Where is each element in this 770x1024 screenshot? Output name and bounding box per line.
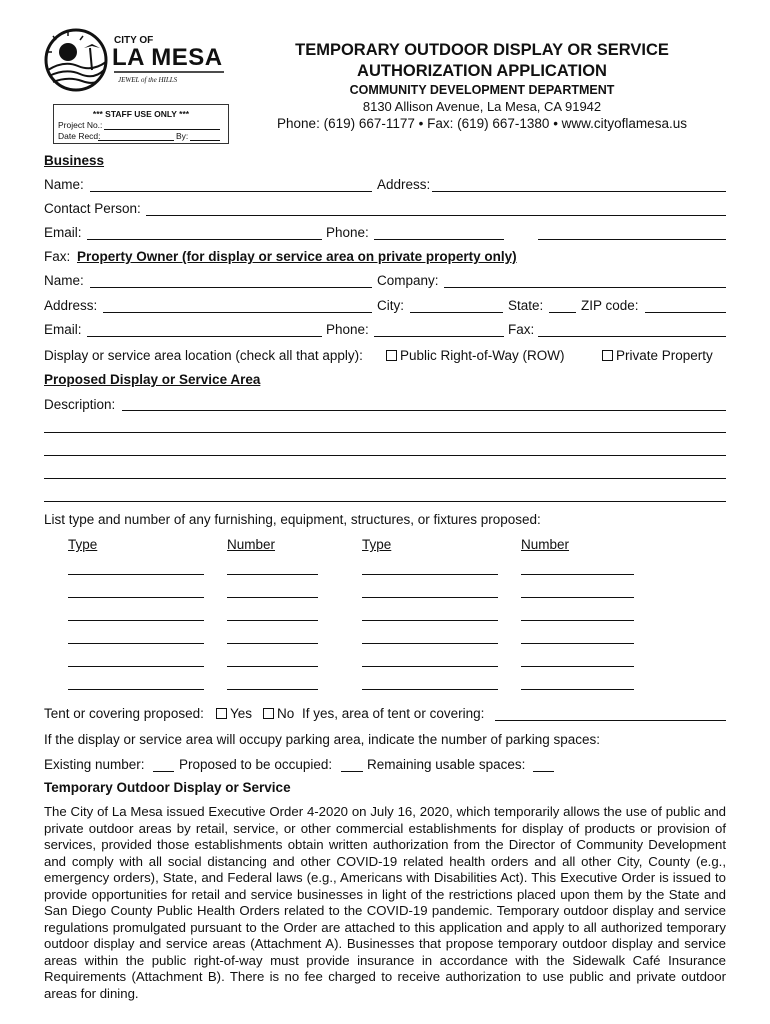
business-address-label: Address: [377,177,431,192]
type-field[interactable] [68,689,204,690]
row-checkbox[interactable] [386,350,397,361]
type-field[interactable] [362,574,498,575]
by-field[interactable] [190,140,220,141]
owner-state-label: State: [508,298,544,313]
business-phone-label: Phone: [326,225,369,240]
tent-prompt: Tent or covering proposed: [44,706,204,721]
number-field[interactable] [227,689,318,690]
owner-fax-label: Fax: [508,322,535,337]
type-field[interactable] [362,643,498,644]
description-line[interactable] [122,410,726,411]
type-field[interactable] [68,597,204,598]
parking-prompt: If the display or service area will occupy parking area, indicate the number of parking spaces: [44,732,601,747]
location-prompt: Display or service area location (check all that apply): [44,348,363,363]
owner-name-label: Name: [44,273,84,288]
owner-address-label: Address: [44,298,98,313]
type-field[interactable] [68,666,204,667]
business-fax-field[interactable] [538,239,726,240]
owner-company-field[interactable] [444,287,726,288]
owner-company-label: Company: [377,273,439,288]
owner-zip-field[interactable] [645,312,726,313]
page-title-line1: TEMPORARY OUTDOOR DISPLAY OR SERVICE [295,41,669,59]
project-number-field[interactable] [104,129,220,130]
number-field[interactable] [521,574,634,575]
private-option-label: Private Property [616,348,713,363]
number-field[interactable] [521,689,634,690]
owner-email-field[interactable] [87,336,322,337]
business-name-label: Name: [44,177,84,192]
remaining-spaces-field[interactable] [533,771,554,772]
type-column-header: Type [68,537,98,552]
logo-name: LA MESA [112,44,223,71]
private-property-checkbox[interactable] [602,350,613,361]
number-field[interactable] [227,574,318,575]
department-address: 8130 Allison Avenue, La Mesa, CA 91942 [362,99,602,114]
owner-state-field[interactable] [549,312,576,313]
by-label: By: [176,131,189,141]
business-email-label: Email: [44,225,82,240]
owner-city-label: City: [377,298,404,313]
staff-use-box [53,104,229,144]
number-field[interactable] [227,597,318,598]
tent-area-prompt: If yes, area of tent or covering: [302,706,485,721]
owner-phone-label: Phone: [326,322,369,337]
existing-spaces-label: Existing number: [44,757,145,772]
description-line[interactable] [44,501,726,502]
type-field[interactable] [68,620,204,621]
tent-area-field[interactable] [495,720,726,721]
description-line[interactable] [44,455,726,456]
business-phone-field[interactable] [374,239,504,240]
type-field[interactable] [362,620,498,621]
tent-yes-checkbox[interactable] [216,708,227,719]
type-field[interactable] [68,574,204,575]
tent-yes-label: Yes [230,706,253,721]
number-column-header: Number [227,537,276,552]
owner-name-field[interactable] [90,287,372,288]
private-checkbox-option[interactable] [602,348,713,363]
logo-tagline: JEWEL of the HILLS [118,76,178,84]
number-field[interactable] [521,597,634,598]
owner-email-label: Email: [44,322,82,337]
type-field[interactable] [68,643,204,644]
contact-person-label: Contact Person: [44,201,141,216]
type-field[interactable] [362,666,498,667]
executive-order-paragraph: The City of La Mesa issued Executive Order 4-2020 on July 16, 2020, which temporarily allows the use of public and private outdoor areas by retail, service, or other commercial establishments for display of products or provision of services, provided those establishments obtain written authorization from the Director of Community Development and comply with all social distancing and other COVID-19 related health orders and all other City, County (e.g., emergency orders), State, and Federal laws (e.g., Americans with Disabilities Act). This Executive Order is issued to provide opportunities for retail and service businesses in light of the restrictions placed upon them by the State and San Diego County Public Health Orders related to the COVID-19 pandemic. Temporary outdoor display and service regulations promulgated pursuant to the Order are attached to this application and apply to all authorized temporary outdoor display and service areas (Attachment A). Businesses that propose temporary outdoor display and service areas within the public right-of-way must provide insurance in accordance with the Sidewalk Café Insurance Requirements (Attachment B). There is no fee charged to receive authorization to use public and private outdoor areas for dining. [44,804,726,1001]
tent-no-option[interactable] [263,706,294,721]
department-contact: Phone: (619) 667-1177 • Fax: (619) 667-1380 • www.cityoflamesa.us [277,116,687,131]
business-email-field[interactable] [87,239,322,240]
number-column-header: Number [521,537,570,552]
business-heading: Business [44,153,105,168]
number-field[interactable] [227,643,318,644]
proposed-spaces-label: Proposed to be occupied: [179,757,333,772]
number-field[interactable] [227,666,318,667]
number-field[interactable] [227,620,318,621]
number-field[interactable] [521,643,634,644]
description-line[interactable] [44,478,726,479]
business-address-field[interactable] [432,191,726,192]
date-received-label: Date Recd: [58,131,101,141]
proposed-spaces-field[interactable] [341,771,363,772]
property-owner-heading: Property Owner (for display or service area on private property only) [77,249,517,264]
type-field[interactable] [362,689,498,690]
tent-no-checkbox[interactable] [263,708,274,719]
business-fax-label: Fax: [44,249,71,264]
furnishings-prompt: List type and number of any furnishing, equipment, structures, or fixtures proposed: [44,512,541,527]
remaining-spaces-label: Remaining usable spaces: [367,757,526,772]
owner-city-field[interactable] [410,312,503,313]
description-line[interactable] [44,432,726,433]
number-field[interactable] [521,620,634,621]
date-received-field[interactable] [98,140,174,141]
owner-fax-field[interactable] [538,336,726,337]
type-field[interactable] [362,597,498,598]
existing-spaces-field[interactable] [153,771,174,772]
tent-no-label: No [277,706,295,721]
number-field[interactable] [521,666,634,667]
row-checkbox-option[interactable] [386,348,565,363]
contact-person-field[interactable] [146,215,726,216]
owner-phone-field[interactable] [374,336,504,337]
tent-yes-option[interactable] [216,706,252,721]
department-name: COMMUNITY DEVELOPMENT DEPARTMENT [349,83,615,97]
temporary-display-heading: Temporary Outdoor Display or Service [44,780,291,795]
staff-title: *** STAFF USE ONLY *** [92,109,190,119]
owner-zip-label: ZIP code: [581,298,639,313]
page-title-line2: AUTHORIZATION APPLICATION [357,62,607,80]
row-option-label: Public Right-of-Way (ROW) [400,348,565,363]
proposed-area-heading: Proposed Display or Service Area [44,372,261,387]
logo-city-of: CITY OF [114,35,154,46]
business-name-field[interactable] [90,191,372,192]
owner-address-field[interactable] [103,312,372,313]
project-number-label: Project No.: [58,120,103,130]
city-logo [44,26,234,96]
type-column-header: Type [362,537,392,552]
description-label: Description: [44,397,116,412]
